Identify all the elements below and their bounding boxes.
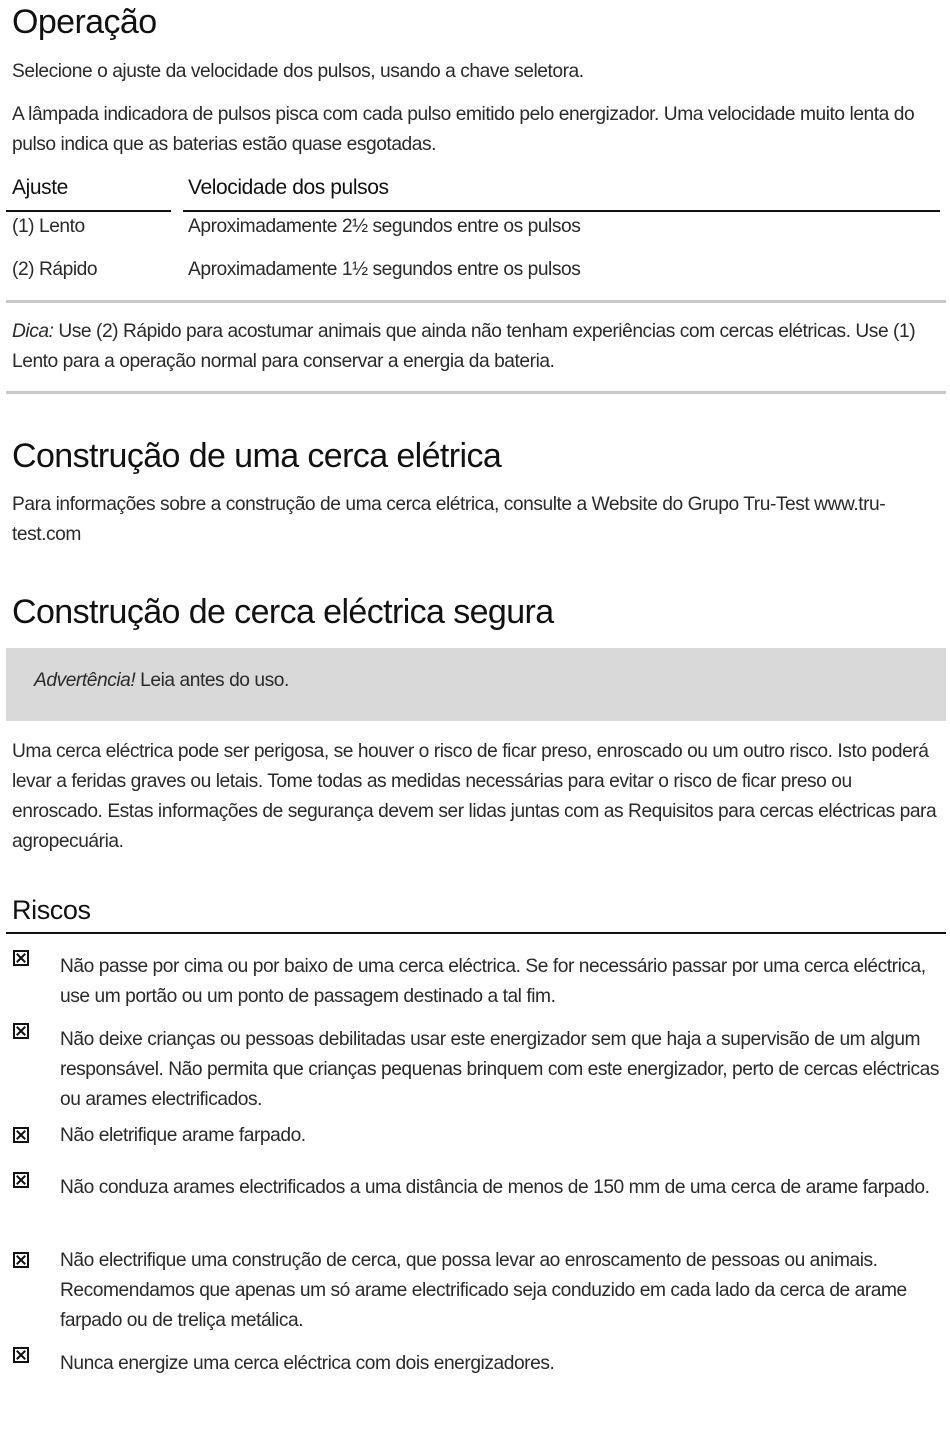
segura-body: Uma cerca eléctrica pode ser perigosa, se houver o risco de ficar preso, enroscado ou um outro risco. Isto poderá levar a feridas graves ou letais. Tome todas as medidas necessárias para evitar o risco de ficar preso ou enroscado. Estas informações de segurança devem ser lidas juntas com as Requisitos para cercas eléctricas para agropecuária. [12, 741, 937, 852]
x-box-icon [13, 1172, 29, 1188]
risk-item: Não passe por cima ou por baixo de uma cerca eléctrica. Se for necessário passar por uma cerca eléctrica, use um portão ou um ponto de passagem destinado a tal fim. [60, 956, 926, 1007]
table-header-ajuste: Ajuste [12, 176, 68, 199]
table-cell-setting: (2) Rápido [12, 259, 98, 280]
section-title-operacao: Operação [12, 3, 157, 41]
risk-item: Não deixe crianças ou pessoas debilitadas usar este energizador sem que haja a supervisão de um algum responsável. Não permita que crianças pequenas brinquem com este energizador, perto de cercas eléctricas ou arames electrificados. [60, 1029, 939, 1110]
risk-item: Não electrifique uma construção de cerca, que possa levar ao enroscamento de pessoas ou animais. Recomendamos que apenas um só arame electrificado seja conduzido em cada lado da cerca de arame farpado ou de treliça metálica. [60, 1250, 907, 1331]
table-header-rule-right [183, 210, 940, 212]
section-title-riscos: Riscos [12, 895, 91, 925]
x-box-icon [13, 950, 29, 966]
operacao-instruction: Selecione o ajuste da velocidade dos pulsos, usando a chave seletora. [12, 61, 584, 82]
table-header-velocidade: Velocidade dos pulsos [188, 176, 389, 199]
section-title-segura: Construção de cerca eléctrica segura [12, 593, 554, 631]
table-cell-speed: Aproximadamente 1½ segundos entre os pulsos [188, 259, 581, 280]
table-cell-speed: Aproximadamente 2½ segundos entre os pulsos [188, 216, 581, 237]
tip-note [12, 317, 942, 377]
risk-item: Nunca energize uma cerca eléctrica com dois energizadores. [60, 1353, 555, 1374]
tip-label: Dica: [12, 321, 54, 342]
operacao-description: A lâmpada indicadora de pulsos pisca com cada pulso emitido pelo energizador. Uma velocidade muito lenta do pulso indica que as baterias estão quase esgotadas. [12, 104, 915, 155]
x-box-icon [13, 1252, 29, 1268]
table-cell-setting: (1) Lento [12, 216, 85, 237]
warning-box [6, 648, 946, 721]
warning-label: Advertência! [34, 670, 136, 691]
table-header-rule-left [6, 210, 171, 212]
tip-text: Use (2) Rápido para acostumar animais que ainda não tenham experiências com cercas elétricas. Use (1) Lento para a operação normal para conservar a energia da bateria. [12, 321, 916, 372]
warning-message: Leia antes do uso. [135, 670, 289, 691]
riscos-rule [6, 932, 946, 934]
warning-text [34, 670, 289, 692]
risk-item: Não eletrifique arame farpado. [60, 1125, 306, 1146]
tip-top-rule [6, 300, 946, 303]
x-box-icon [13, 1127, 29, 1143]
section-title-construcao: Construção de uma cerca elétrica [12, 437, 502, 475]
tip-bottom-rule [6, 391, 946, 394]
risk-item: Não conduza arames electrificados a uma distância de menos de 150 mm de uma cerca de arame farpado. [60, 1177, 930, 1198]
x-box-icon [13, 1347, 29, 1363]
construcao-text: Para informações sobre a construção de uma cerca elétrica, consulte a Website do Grupo Tru-Test www.tru-test.com [12, 494, 886, 545]
x-box-icon [13, 1023, 29, 1039]
